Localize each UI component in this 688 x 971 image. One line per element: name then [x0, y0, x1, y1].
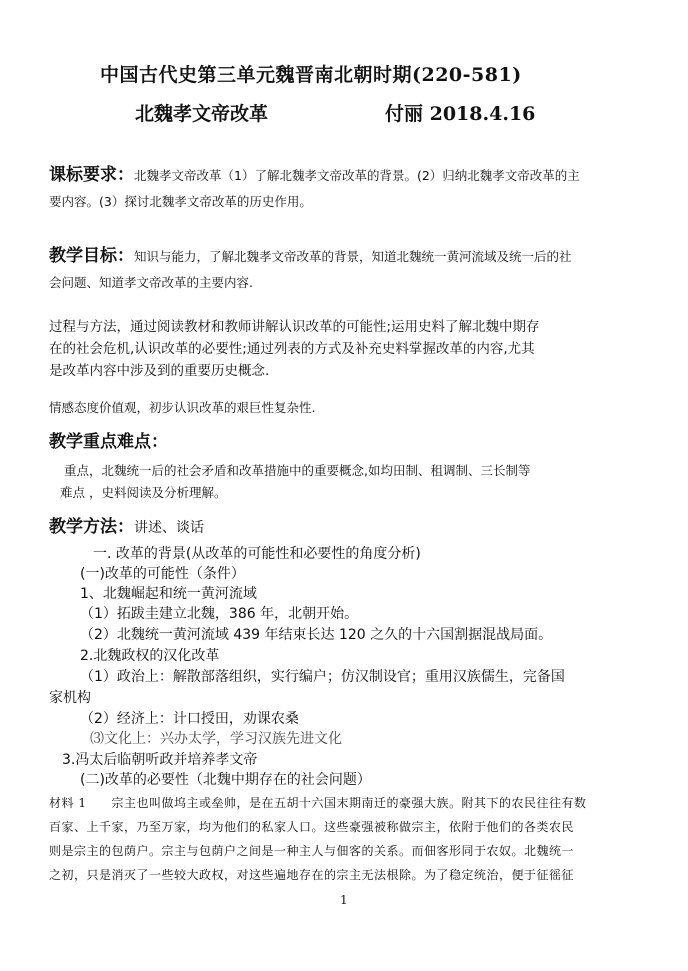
material-line-2: 百家、上千家，乃至万家，均为他们的私家人口。这些豪强被称做宗主，依附于他们的各类农民	[49, 820, 575, 834]
outline-item: 3.冯太后临朝听政并培养孝文帝	[62, 752, 258, 768]
outline-item: （1）拓跋圭建立北魏，386 年，北朝开始。	[80, 606, 359, 622]
keypoints-label: 教学重点难点：	[49, 432, 168, 452]
objectives-line-2: 会问题、知道孝文帝改革的主要内容.	[49, 275, 253, 290]
material-line-4: 之初，只是消灭了一些较大政权，对这些遍地存在的宗主无法根除。为了稳定统治，便于征徭征	[49, 868, 575, 882]
methods-line: 教学方法：讲述、谈话	[49, 517, 204, 537]
process-line-1: 过程与方法，通过阅读教材和教师讲解认识改革的可能性;运用史料了解北魏中期存	[49, 319, 540, 335]
objectives-label: 教学目标：	[49, 246, 134, 266]
methods-label: 教学方法：	[49, 517, 134, 537]
curriculum-label: 课标要求：	[49, 165, 134, 185]
curriculum-line-1: 课标要求：北魏孝文帝改革（1）了解北魏孝文帝改革的背景。(2）归纳北魏孝文帝改革的主	[49, 165, 580, 185]
outline-item: ⑶文化上：兴办太学，学习汉族先进文化	[90, 731, 342, 747]
outline-item: 2.北魏政权的汉化改革	[80, 648, 220, 664]
page-number: 1	[340, 893, 348, 907]
emotion-line: 情感态度价值观，初步认识改革的艰巨性复杂性.	[49, 400, 316, 415]
outline-item: （1）政治上：解散部落组织，实行编户；仿汉制设官；重用汉族儒生，完备国	[80, 669, 565, 685]
process-line-3: 是改革内容中涉及到的重要历史概念.	[49, 363, 270, 379]
material-line-1: 材料 1 宗主也叫做坞主或垒帅，是在五胡十六国末期南迁的豪强大族。附其下的农民往往有数	[49, 796, 587, 810]
outline-item: (一)改革的可能性（条件）	[80, 566, 245, 582]
keypoints-line-2: 难点 ，史料阅读及分析理解。	[60, 485, 227, 500]
objectives-line-1: 教学目标：知识与能力，了解北魏孝文帝改革的背景，知道北魏统一黄河流域及统一后的社	[49, 246, 572, 266]
outline-item: (二)改革的必要性（北魏中期存在的社会问题）	[80, 772, 371, 788]
keypoints-line-1: 重点，北魏统一后的社会矛盾和改革措施中的重要概念,如均田制、租调制、三长制等	[64, 463, 531, 478]
process-line-2: 在的社会危机,认识改革的必要性;通过列表的方式及补充史料掌握改革的内容,尤其	[49, 341, 535, 357]
author-date: 付丽 2018.4.16	[385, 103, 536, 125]
document-title: 中国古代史第三单元魏晋南北朝时期(220-581)	[100, 64, 522, 86]
material-line-3: 则是宗主的包荫户。宗主与包荫户之间是一种主人与佃客的关系。而佃客形同于农奴。北魏统一	[49, 844, 575, 858]
outline-item: 一. 改革的背景(从改革的可能性和必要性的角度分析)	[93, 546, 421, 562]
outline-item: （2）北魏统一黄河流域 439 年结束长达 120 之久的十六国割据混战局面。	[80, 627, 553, 643]
curriculum-line-2: 要内容。(3）探讨北魏孝文帝改革的历史作用。	[49, 194, 312, 209]
outline-item: 1、北魏崛起和统一黄河流域	[80, 586, 257, 602]
lesson-topic: 北魏孝文帝改革	[135, 103, 269, 125]
outline-item: （2）经济上：计口授田，劝课农桑	[80, 711, 299, 727]
outline-item: 家机构	[49, 690, 91, 706]
